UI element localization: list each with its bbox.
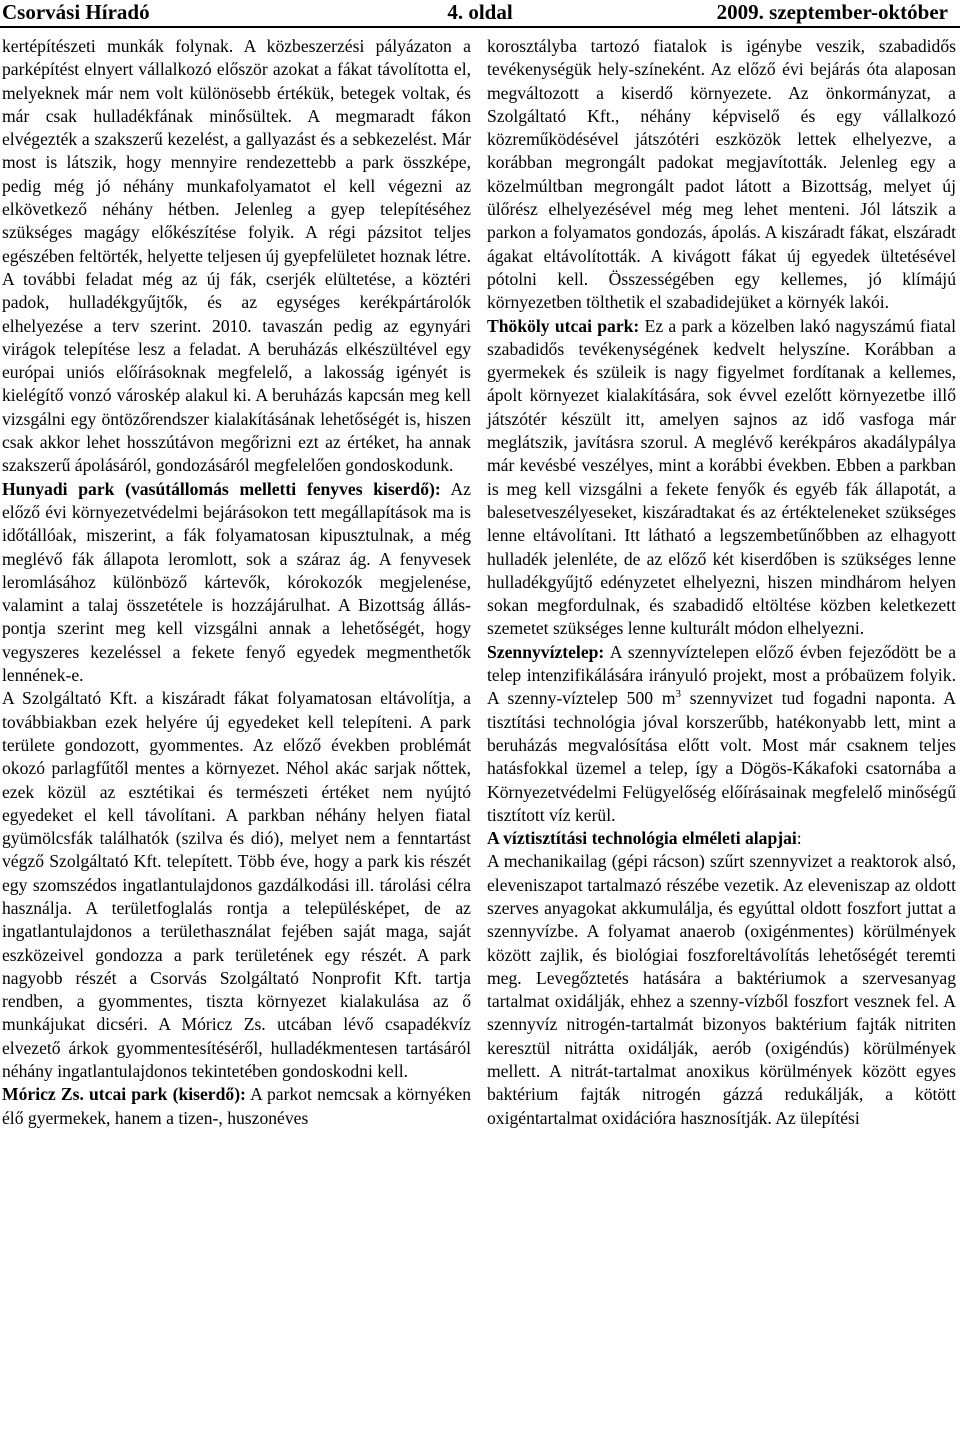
- paragraph: korosztályba tartozó fiatalok is igénybe veszik, szabadidős tevékenységük hely-színeként. Az előző évi bejárás óta alaposan megváltozott a kiserdő környezete. Az önkormányzat, a Szolgáltató Kft., néhány képviselő és egy vállalkozó közreműködésével játszótéri eszközök lettek elhelyezve, a korábban megrongált padokat megjavították. Jelenleg egy a közelmúltban megrongált padot látott a Bizottság, melyet új ülőrész elhelyezésével még meg lehet menteni. Jól látszik a parkon a folyamatos gondozás, ápolás. A kiszáradt fákat, elszáradt ágakat eltávolították. A kivágott fákat új egyedek ültetésével pótolni kell. Összességében egy kellemes, jó klímájú környezetben tölthetik el szabadidejüket a környék lakói.: [487, 36, 956, 313]
- paragraph-text: szennyvizet tud fogadni naponta. A tisztítási technológia jóval korszerűbb, hatékonyabb lett, mint a beruházás megvalósítása előtt volt. Most már csaknem teljes hatásfokkal üzemel a telep, így a Dögös-Kákafoki csatornába a Környezetvédelmi Felügyelőség előírásainak megfelelő minőségű tisztított víz kerül.: [487, 688, 956, 825]
- section-heading: Móricz Zs. utcai park (kiserdő):: [2, 1084, 246, 1105]
- issue-date: 2009. szeptember-október: [716, 0, 948, 24]
- left-column: [2, 35, 471, 1130]
- page-header: [0, 0, 960, 30]
- section-heading: A víztisztítási technológia elméleti alapjai: [487, 828, 797, 849]
- paragraph: [487, 641, 956, 827]
- section-heading: Hunyadi park (vasútállomás melletti fenyves kiserdő):: [2, 478, 441, 499]
- paragraph-text: Az előző évi környezetvédelmi bejárásokon tett megállapítások ma is időtállóak, miszerint, a fák folyamatosan kipusztulnak, a még meglévő fák állapota leromlott, sok a száraz ág. A fenyvesek leromlásához különböző kártevők, kórokozók megjelenése, valamint a talaj összetétele is hozzájárulhat. A Bizottság állás-pontja szerint meg kell vizsgálni annak a lehetőségét, hogy vegyszeres kezeléssel a fekete fenyő egyedek megmenthetők lennének-e.: [2, 478, 471, 686]
- heading-colon: :: [796, 828, 802, 849]
- paragraph-text: A parkot nemcsak a környéken élő gyermekek, hanem a tizen-, huszonéves: [2, 1084, 472, 1128]
- paragraph: [487, 827, 956, 850]
- right-column: [487, 35, 956, 1130]
- header-rule: [0, 26, 960, 28]
- paragraph: [2, 478, 471, 688]
- section-heading: Thököly utcai park:: [487, 315, 640, 336]
- publication-title: Csorvási Híradó: [2, 0, 150, 24]
- paragraph-text: Ez a park a közelben lakó nagyszámú fiatal szabadidős tevékenységének kedvelt helyszíne. Korábban a gyermekek és szüleik is nagy figyelmet fordítanak a kellemes, ápolt környezet kialakítására, sok évvel ezelőtt környezetbe illő játszótér készült itt, amelyen sajnos az idő vasfoga már meglátszik, javításra szorul. A meglévő kerékpáros akadálypálya már kevésbé veszélyes, mint a korábbi években. Ebben a parkban is meg kell vizsgálni a fekete fenyők és egyéb fák állapotát, a balesetveszélyeseket, kiszáradtakat és az értékteleneket szükséges lenne eltávolítani. Itt látható a legszembetűnőbben az elhagyott hulladék jelenléte, de az előző két kiserdőben is szükséges lenne hulladékgyűjtő edényzetet elhelyezni, hiszen mindhárom helyen sokan megfordulnak, és szabadidő eltöltése közben keletkezett szemetet szükséges lenne kulturált módon elhelyezni.: [487, 315, 956, 639]
- section-heading: Szennyvíztelep:: [487, 641, 605, 662]
- paragraph: A mechanikailag (gépi rácson) szűrt szennyvizet a reaktorok alsó, eleveniszapot tartalmazó részébe vezetik. Az eleveniszap az oldott szerves anyagokat akkumulálja, és egyúttal oldott foszfort juttat a szennyvízbe. A folyamat anaerob (oxigénmentes) körülmények között zajlik, és biológiai foszforeltávolítás lehetőségét teremti meg. Levegőztetés hatására a baktériumok a szervesanyag tartalmat oxidálják, ehhez a szenny-vízből foszfort vesznek fel. A szennyvíz nitrogén-tartalmát bizonyos baktérium fajták nitriten keresztül nitrátta oxidálják, aerób (oxigéndús) körülmények mellett. A nitrát-tartalmat anoxikus körülmények között egyes baktérium fajták nitrogén gázzá redukálják, a kötött oxigéntartalmat oxidációra hasznosítják. Az ülepítési: [487, 851, 956, 1128]
- paragraph: A Szolgáltató Kft. a kiszáradt fákat folyamatosan eltávolítja, a továbbiakban ezek helyére új egyedeket kell telepíteni. A park területe gondozott, gyommentes. Az előző években problémát okozó parlagfűtől mentes a környezet. Néhol akác sarjak nőttek, ezek közül az esztétikai és természeti értéket nem nyújtó egyedeket el kell távolítani. A parkban néhány helyen fiatal gyümölcsfák találhatók (szilva és dió), melyet nem a fenntartást végző Szolgáltató Kft. telepített. Több éve, hogy a park kis részét egy szomszédos ingatlantulajdonos gazdálkodási ill. tárolási célra használja. A területfoglalás rontja a településképet, de az ingatlantulajdonos a területhasználat fejében saját maga, saját eszközeivel gondozza a park területének egy részét. A park nagyobb részét a Csorvás Szolgáltató Nonprofit Kft. tartja rendben, a gyommentes, tiszta környezet kialakulása az ő munkájukat dicséri. A Móricz Zs. utcában lévő csapadékvíz elvezető árkok gyommentesítéséről, hulladékmentesen tartásáról néhány ingatlantulajdonos tekintetében gondoskodni kell.: [2, 688, 471, 1082]
- paragraph: [2, 1083, 471, 1130]
- paragraph: kertépítészeti munkák folynak. A közbeszerzési pályázaton a parképítést elnyert vállalkozó először azokat a fákat távolította el, melyeknek már nem volt különösebb értékük, betegek voltak, és már csak hulladékfának minősültek. A megmaradt fákon elvégezték a szakszerű kezelést, a gallyazást és a sebkezelést. Már most is látszik, hogy mennyire rendezettebb a park összképe, pedig még jó néhány munkafolyamatot el kell végezni az elkövetkező néhány hétben. Jelenleg a gyep telepítéséhez szükséges magágy előkészítése folyik. A régi pázsitot teljes egészében feltörték, helyette teljesen új gyepfelületet hoznak létre. A további feladat még az új fák, cserjék elültetése, a köztéri padok, hulladékgyűjtők, és az egységes kerékpártárolók elhelyezése a terv szerint. 2010. tavaszán pedig az egynyári virágok telepítése lesz a feladat. A beruházás elkészültével egy európai uniós előírásoknak megfelelő, a lakosság igényét is kielégítő vonzó városkép alakul ki. A beruházás kapcsán meg kell vizsgálni egy öntözőrendszer kialakításának lehetőségét is, hiszen csak akkor lehet hosszútávon megőrizni ezt az értéket, ha annak szakszerű ápolásáról, gondozásáról megfelelően gondoskodunk.: [2, 36, 471, 476]
- paragraph-text: A szennyvíztelepen előző évben fejeződött be a telep intenzifikálására irányuló projekt, most a próbaüzem folyik. A szenny-víztelep 500 m: [487, 641, 956, 709]
- superscript: 3: [675, 688, 682, 701]
- page-number: 4. oldal: [447, 0, 513, 24]
- paragraph: [487, 315, 956, 641]
